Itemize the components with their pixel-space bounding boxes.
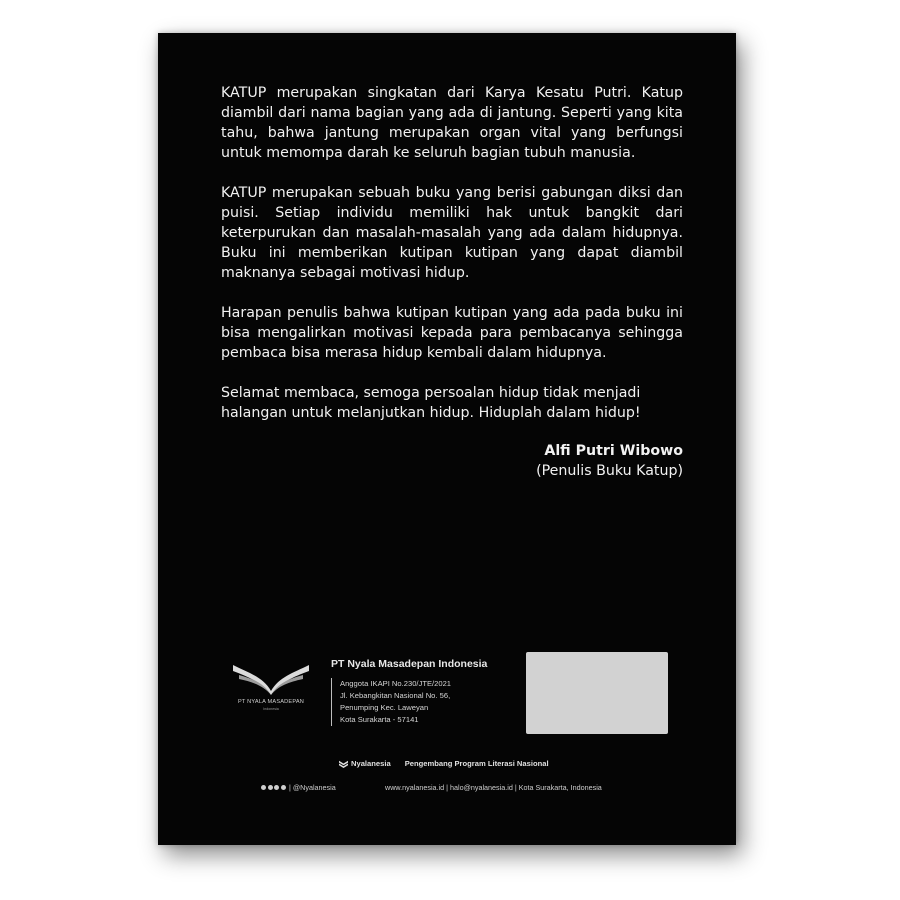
author-role: (Penulis Buku Katup) (536, 463, 683, 479)
social-links (261, 783, 336, 792)
brand-tagline: Pengembang Program Literasi Nasional (404, 759, 549, 768)
brand-line (339, 759, 549, 768)
blurb-paragraph-3: Harapan penulis bahwa kutipan kutipan yang ada pada buku ini bisa mengalirkan motivasi kepada para pembacanya sehingga pembaca bisa merasa hidup kembali dalam hidupnya. (221, 305, 683, 361)
nyalanesia-logo-icon (339, 759, 348, 768)
social-separator: | (289, 783, 291, 792)
publisher-info (331, 658, 487, 726)
address-line: Penumping Kec. Laweyan (340, 703, 429, 712)
facebook-icon (268, 785, 273, 790)
contact-info: www.nyalanesia.id | halo@nyalanesia.id | Kota Surakarta, Indonesia (385, 783, 602, 792)
publisher-logo (231, 661, 311, 739)
social-handle: @Nyalanesia (292, 783, 336, 792)
logo-text: PT NYALA MASADEPAN (237, 699, 305, 705)
address-line: Kota Surakarta - 57141 (340, 715, 419, 724)
book-back-cover (158, 33, 736, 845)
youtube-icon (274, 785, 279, 790)
open-book-logo-icon (231, 661, 311, 699)
instagram-icon (261, 785, 266, 790)
blurb-paragraph-2: KATUP merupakan sebuah buku yang berisi gabungan diksi dan puisi. Setiap individu memiliki hak untuk bangkit dari keterpurukan dan masalah-masalah yang ada dalam hidupnya. Buku ini memberikan kutipan kutipan yang dapat diambil maknanya sebagai motivasi hidup. (221, 185, 683, 281)
blurb-text (221, 83, 683, 481)
blurb-paragraph-1: KATUP merupakan singkatan dari Karya Kesatu Putri. Katup diambil dari nama bagian yang ada di jantung. Seperti yang kita tahu, bahwa jantung merupakan organ vital yang berfungsi untuk memompa darah ke seluruh bagian tubuh manusia. (221, 85, 683, 161)
tiktok-icon (281, 785, 286, 790)
address-line: Anggota IKAPI No.230/JTE/2021 (340, 679, 452, 688)
logo-subtext: Indonesia (263, 707, 279, 711)
author-name: Alfi Putri Wibowo (544, 443, 683, 459)
publisher-address (331, 678, 487, 726)
address-line: Jl. Kebangkitan Nasional No. 56, (340, 691, 451, 700)
author-signature (221, 441, 683, 481)
brand-name: Nyalanesia (351, 759, 391, 768)
barcode-area (526, 652, 668, 734)
publisher-name: PT Nyala Masadepan Indonesia (331, 658, 488, 670)
blurb-paragraph-4: Selamat membaca, semoga persoalan hidup tidak menjadi halangan untuk melanjutkan hidup. Hiduplah dalam hidup! (221, 385, 641, 421)
